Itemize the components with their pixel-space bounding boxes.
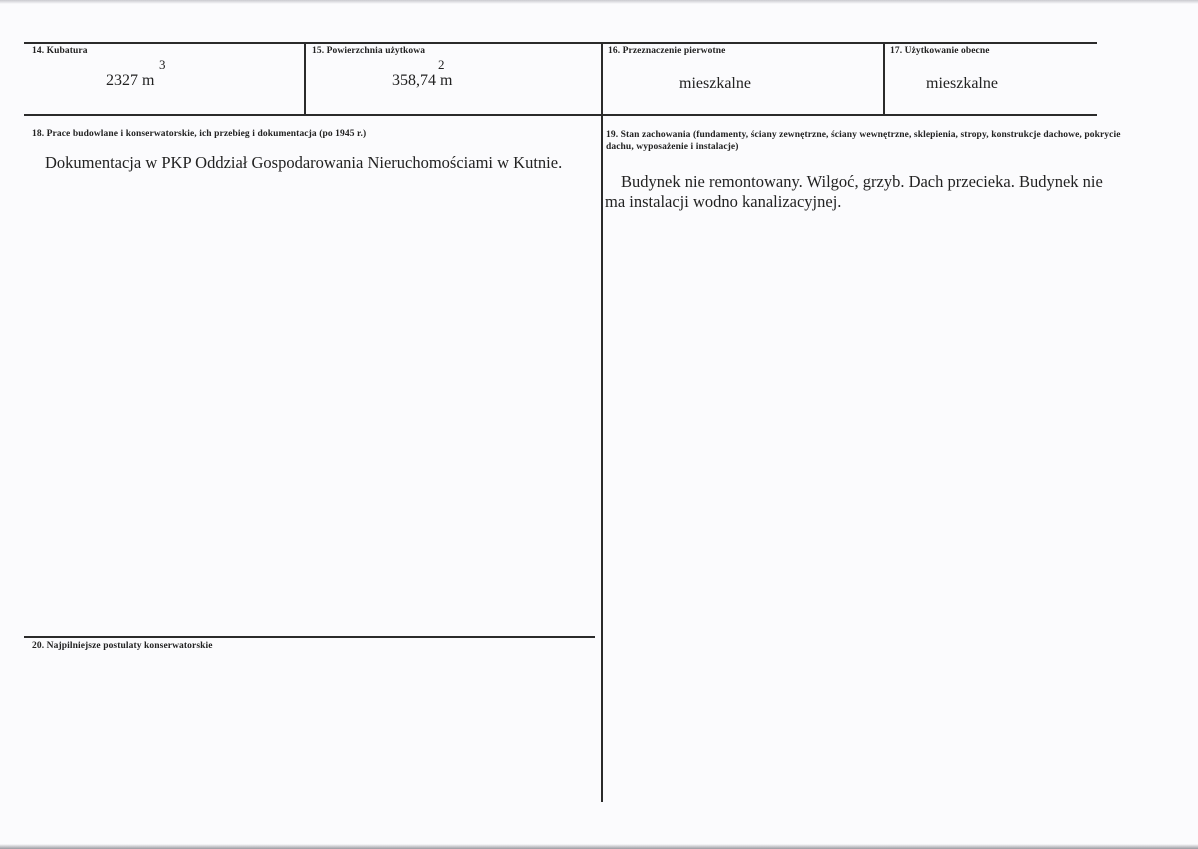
stan-label: 19. Stan zachowania (fundamenty, ściany zewnętrzne, ściany wewnętrzne, sklepienia, stropy, konstrukcje dachowe, pokrycie dachu, wyposażenie i instalacje) — [606, 130, 1121, 152]
main-column-divider — [601, 114, 603, 802]
kubatura-exponent: 3 — [159, 57, 166, 72]
kubatura-value: 2327 m — [106, 72, 155, 89]
stan-text-line2: ma instalacji wodno kanalizacyjnej. — [605, 192, 842, 211]
scan-top-edge — [0, 0, 1198, 4]
prace-text: Dokumentacja w PKP Oddział Gospodarowania Nieruchomościami w Kutnie. — [45, 153, 563, 172]
stan-text-line1: Budynek nie remontowany. Wilgoć, grzyb. Dach przecieka. Budynek nie — [621, 172, 1103, 191]
divider-14-15 — [304, 42, 306, 114]
divider-16-17 — [883, 42, 885, 114]
top-row-bottom-border — [24, 114, 1097, 116]
scan-bottom-edge — [0, 844, 1198, 849]
top-row-top-border — [24, 42, 1097, 44]
powierzchnia-exponent: 2 — [438, 57, 445, 72]
prace-label: 18. Prace budowlane i konserwatorskie, ich przebieg i dokumentacja (po 1945 r.) — [32, 129, 367, 139]
powierzchnia-label: 15. Powierzchnia użytkowa — [312, 46, 426, 56]
uzytkowanie-value: mieszkalne — [926, 75, 998, 92]
przeznaczenie-label: 16. Przeznaczenie pierwotne — [608, 46, 726, 56]
uzytkowanie-label: 17. Użytkowanie obecne — [890, 46, 990, 56]
postulaty-label: 20. Najpilniejsze postulaty konserwatorskie — [32, 641, 213, 651]
przeznaczenie-value: mieszkalne — [679, 75, 751, 92]
kubatura-label: 14. Kubatura — [32, 46, 88, 56]
section-20-top-border — [24, 636, 595, 638]
divider-15-16 — [601, 42, 603, 114]
powierzchnia-value: 358,74 m — [392, 72, 453, 89]
